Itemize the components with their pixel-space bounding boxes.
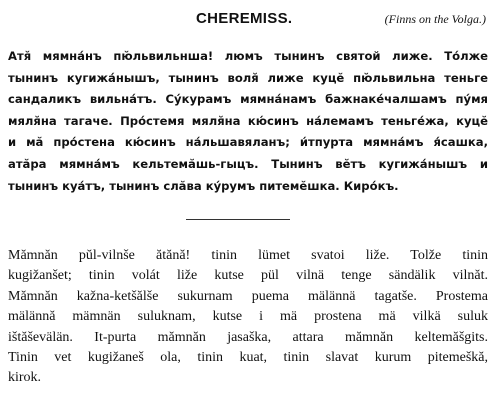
page-subtitle: (Finns on the Volga.) bbox=[384, 12, 486, 26]
latin-line-6: Tinin vet kugižaneš ola, tinin kuat, tinin slavat kurum pitemeškă, bbox=[8, 350, 488, 366]
cyrillic-line-6: атӑра мямна́мъ кельтемӑшь-гыцъ. Тынинъ вӗтъ кугижа́нышъ и bbox=[8, 156, 488, 171]
page-header bbox=[0, 10, 494, 30]
cyrillic-text-block bbox=[8, 46, 488, 197]
latin-text-block bbox=[8, 246, 488, 389]
latin-line-7: kirok. bbox=[8, 370, 42, 386]
latin-line-5: ištăševälän. It-purta mămnăn jasaška, attara mămnăn keltemăšgits. bbox=[8, 329, 488, 345]
latin-line-1: Mămnăn pŭl-vilnše ătănă! tinin lümet svatoi liže. Tolže tinin bbox=[8, 248, 488, 263]
cyrillic-line-4: мяля̆на тагаче. Про́стемя мяля̆на кю́синъ на́лемамъ теньге́жа, куцӗ bbox=[8, 113, 488, 128]
cyrillic-line-7: тынинъ куа́тъ, тынинъ слӑва ку́румъ питемӗшка. Киро́къ. bbox=[8, 178, 399, 193]
page-title: CHEREMISS. bbox=[196, 10, 293, 27]
latin-line-2: kugižanšet; tinin volát liže kutse pül vilnä tenge sändälik vilnăt. bbox=[8, 268, 488, 284]
latin-line-4: mälännă mämnän suluknam, kutse i mä prostena mä vilkä suluk bbox=[8, 309, 488, 325]
cyrillic-line-5: и мӑ про́стена кю́синъ на́льшавяланъ; и́тпурта мямна́мъ я́сашка, bbox=[8, 135, 488, 150]
latin-line-3: Mămnăn kažna-ketšălše sukurnam puema mälännä tagatše. Prostema bbox=[8, 288, 488, 304]
cyrillic-line-2: тынинъ кугижа́нышъ, тынинъ воля̆ лиже куцӗ пю̆львильна теньге bbox=[8, 70, 488, 85]
section-divider bbox=[186, 219, 290, 220]
cyrillic-line-1: Атя̆ мямна́нъ пю̆львильнша! люмъ тынинъ святой лиже. То́лже bbox=[8, 49, 488, 63]
cyrillic-line-3: сандаликъ вильна́тъ. Су́курамъ мямна́намъ бажнаке́чалшамъ пу́мя bbox=[8, 92, 488, 107]
